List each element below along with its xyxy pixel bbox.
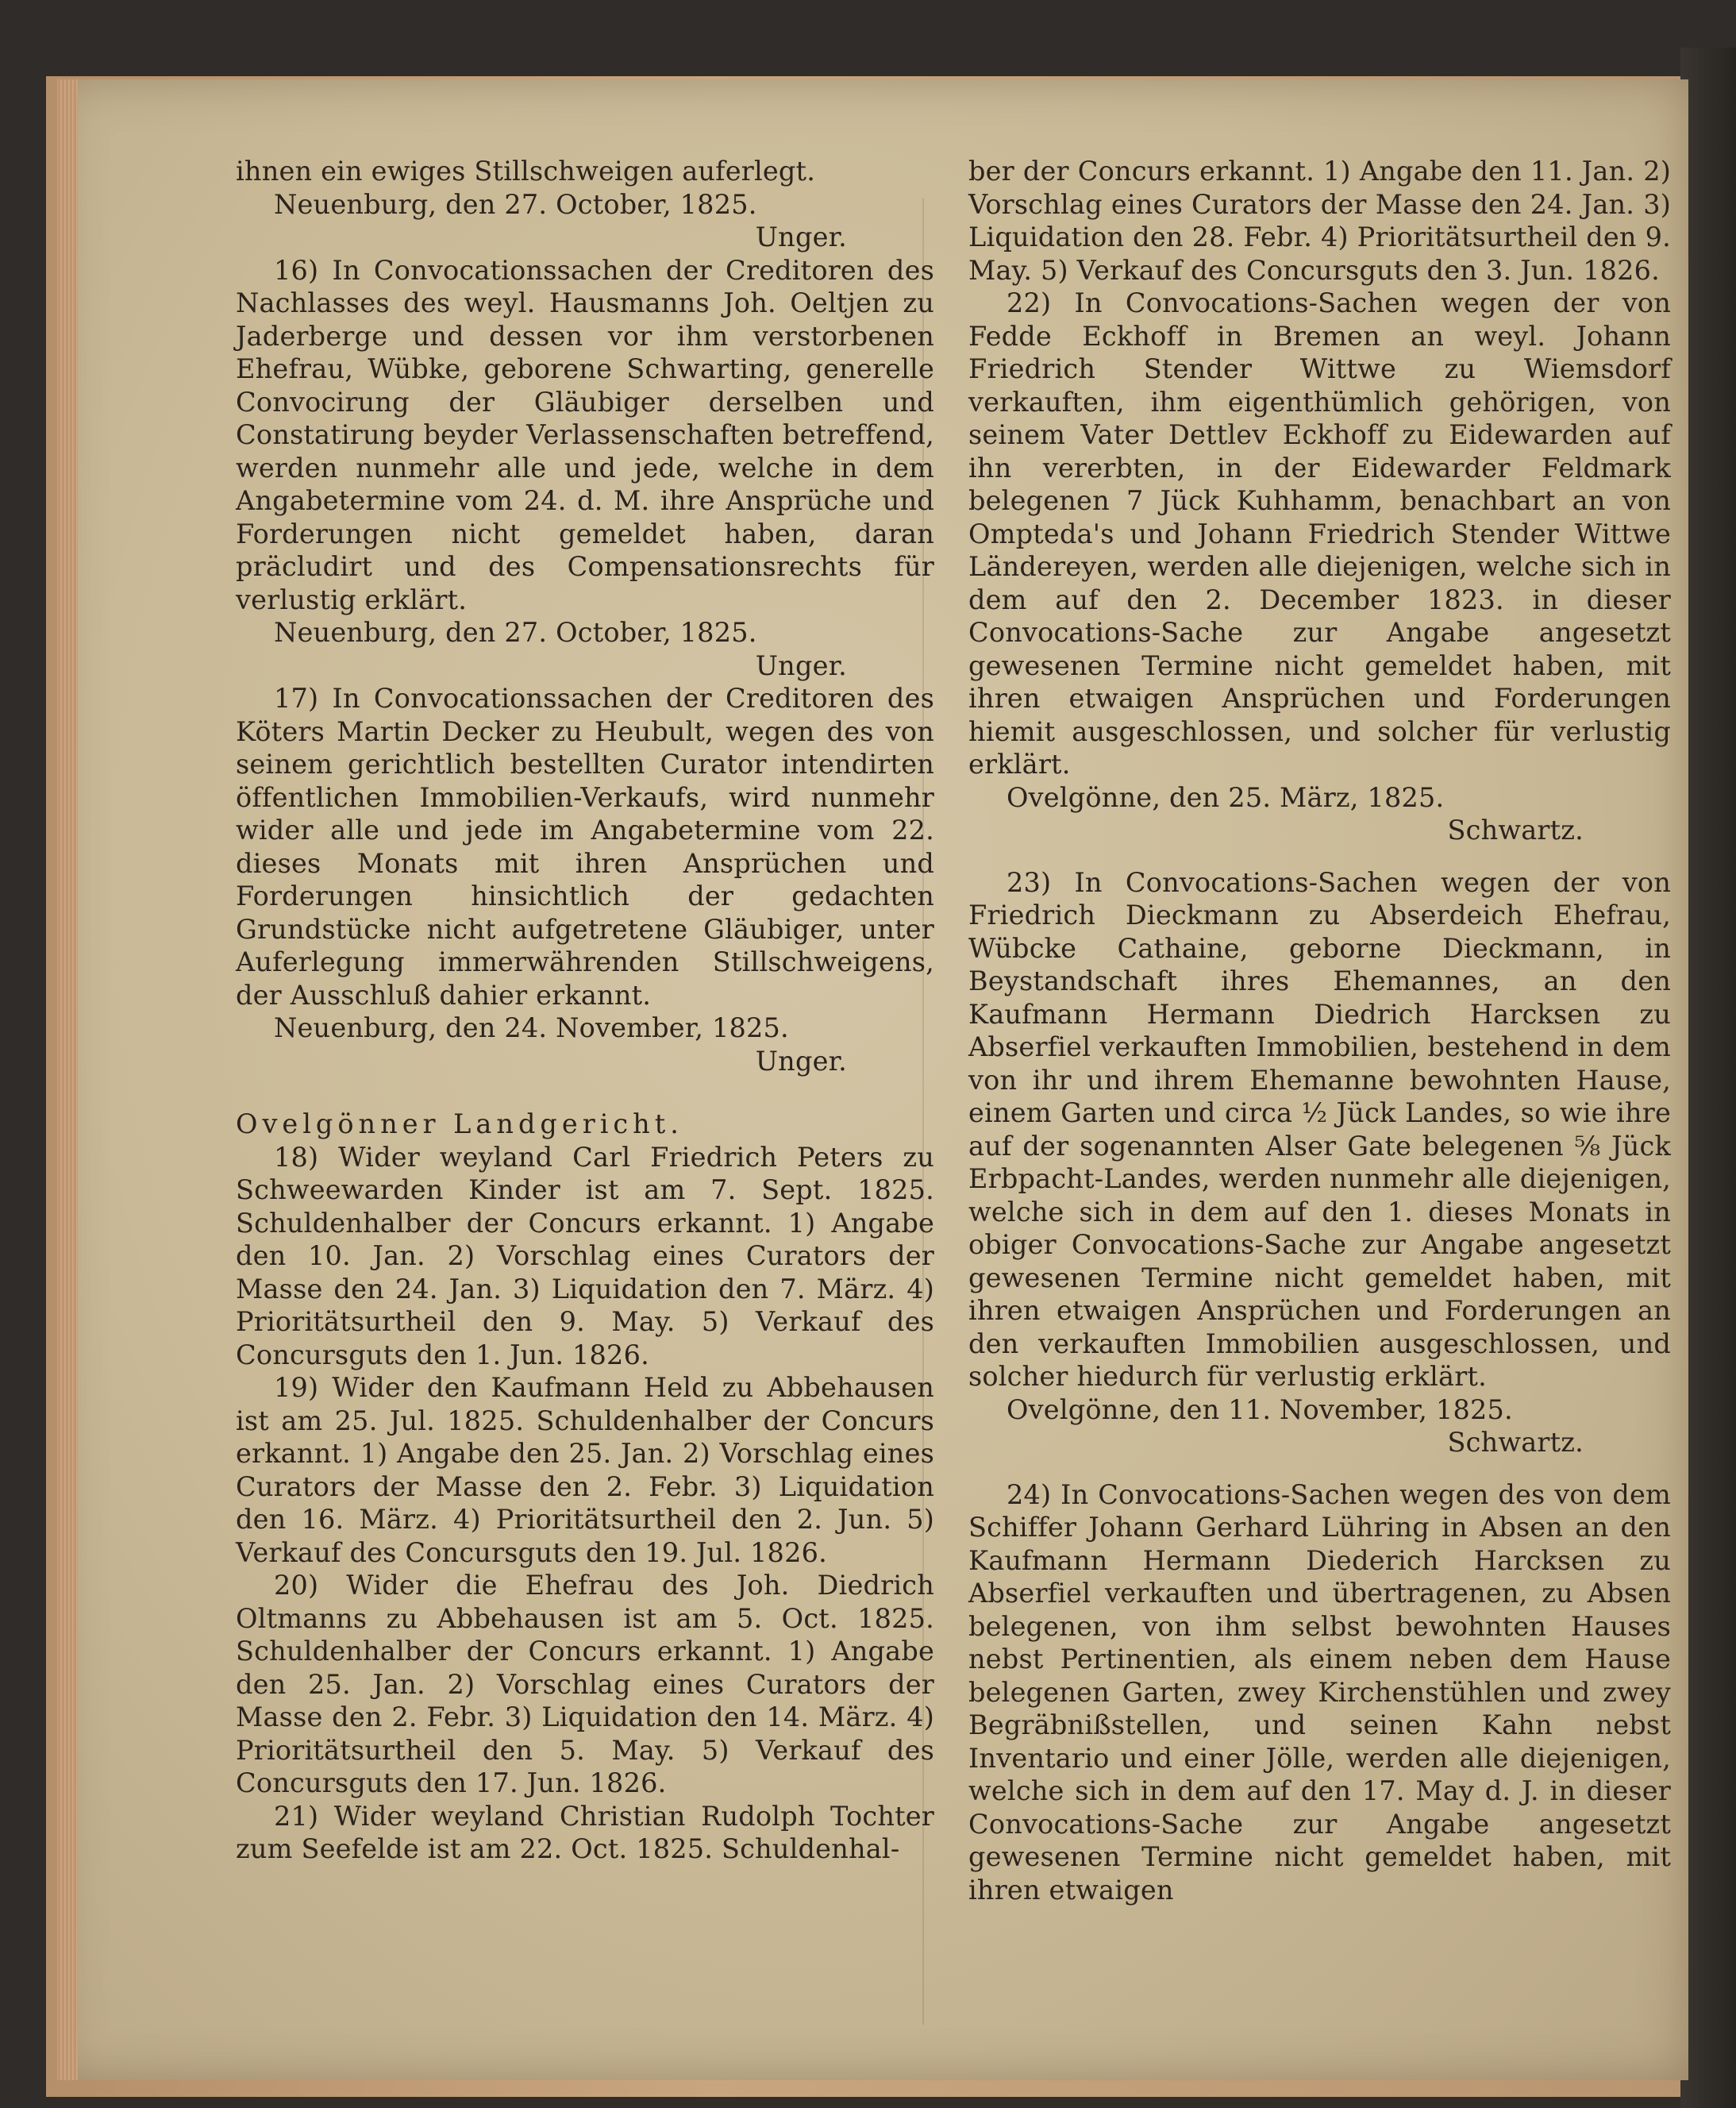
notice-18: 18) Wider weyland Carl Friedrich Peters zu Schweewarden Kinder ist am 7. Sept. 1825. Schuldenhalber der Concurs erkannt. 1) Angabe den 10. Jan. 2) Vorschlag eines Curators der Masse den 24. Jan. 3) Liquidation den 7. März. 4) Prioritätsurtheil den 9. May. 5) Verkauf des Concursguts den 1. Jun. 1826.: [236, 1141, 934, 1370]
section-heading: Ovelgönner Landgericht.: [236, 1108, 683, 1139]
left-column: [236, 155, 934, 1866]
notice-20: 20) Wider die Ehefrau des Joh. Diedrich Oltmanns zu Abbehausen ist am 5. Oct. 1825. Schuldenhalber der Concurs erkannt. 1) Angabe den 25. Jan. 2) Vorschlag eines Curators der Masse den 2. Febr. 3) Liquidation den 14. März. 4) Prioritätsurtheil den 5. May. 5) Verkauf des Concursguts den 17. Jun. 1826.: [236, 1570, 934, 1798]
notice-24: 24) In Convocations-Sachen wegen des von dem Schiffer Johann Gerhard Lühring in Absen an den Kaufmann Hermann Diederich Harcksen zu Abserfiel verkauften und übertragenen, zu Absen belegenen, von ihm selbst bewohnten Hauses nebst Pertinentien, als einem neben dem Hause belegenen Garten, zwey Kirchenstühlen und zwey Begräbnißstellen, und seinen Kahn nebst Inventario und einer Jölle, werden alle diejenigen, welche sich in dem auf den 17. May d. J. in dieser Convocations-Sache zur Angabe angesetzt gewesenen Termine nicht gemeldet haben, mit ihren etwaigen: [968, 1478, 1671, 1906]
dateline: Ovelgönne, den 11. November, 1825.: [1007, 1393, 1513, 1425]
right-column: [968, 155, 1671, 1906]
background-shadow: [1680, 48, 1736, 2108]
book-page: [57, 79, 1688, 2080]
page-fore-edge: [57, 79, 78, 2080]
dateline: Neuenburg, den 24. November, 1825.: [274, 1012, 789, 1043]
signature: Schwartz.: [1447, 815, 1584, 846]
notice-17: 17) In Convocationssachen der Creditoren des Köters Martin Decker zu Heubult, wegen des von seinem gerichtlich bestellten Curator intendirten öffentlichen Immobilien-Verkaufs, wird nunmehr wider alle und jede im Angabetermine vom 22. dieses Monats mit ihren Ansprüchen und Forderungen hinsichtlich der gedachten Grundstücke nicht aufgetretene Gläubiger, unter Auferlegung immerwährenden Stillschweigens, der Ausschluß dahier erkannt.: [236, 683, 934, 1011]
notice-21: 21) Wider weyland Christian Rudolph Tochter zum Seefelde ist am 22. Oct. 1825. Schuldenhal-: [236, 1800, 934, 1864]
notice-16: 16) In Convocationssachen der Creditoren des Nachlasses des weyl. Hausmanns Joh. Oeltjen zu Jaderberge und dessen vor ihm verstorbenen Ehefrau, Wübke, geborene Schwarting, generelle Convocirung der Gläubiger derselben und Constatirung beyder Verlassenschaften betreffend, werden nunmehr alle und jede, welche in dem Angabetermine vom 24. d. M. ihre Ansprüche und Forderungen nicht gemeldet haben, daran präcludirt und des Compensationsrechts für verlustig erklärt.: [236, 254, 934, 615]
signature: Schwartz.: [1447, 1427, 1584, 1458]
paragraph-continuation: ihnen ein ewiges Stillschweigen auferlegt.: [236, 156, 816, 187]
notice-22: 22) In Convocations-Sachen wegen der von Fedde Eckhoff in Bremen an weyl. Johann Friedrich Stender Wittwe zu Wiemsdorf verkauften, ihm eigenthümlich gehörigen, von seinem Vater Dettlev Eckhoff zu Eidewarden auf ihn vererbten, in der Eidewarder Feldmark belegenen 7 Jück Kuhhamm, benachbart an von Ompteda's und Johann Friedrich Stender Wittwe Ländereyen, werden alle diejenigen, welche sich in dem auf den 2. December 1823. in dieser Convocations-Sache zur Angabe angesetzt gewesenen Termine nicht gemeldet haben, mit ihren etwaigen Ansprüchen und Forderungen hiemit ausgeschlossen, und solcher für verlustig erklärt.: [968, 287, 1671, 780]
notice-23: 23) In Convocations-Sachen wegen der von Friedrich Dieckmann zu Abserdeich Ehefrau, Wübcke Cathaine, geborne Dieckmann, in Beystandschaft ihres Ehemannes, an den Kaufmann Hermann Diedrich Harcksen zu Abserfiel verkauften Immobilien, bestehend in dem von ihr und ihrem Ehemanne bewohnten Hause, einem Garten und circa ½ Jück Landes, so wie ihre auf der sogenannten Alser Gate belegenen ⅝ Jück Erbpacht-Landes, werden nunmehr alle diejenigen, welche sich in dem auf den 1. dieses Monats in obiger Convocations-Sache zur Angabe angesetzt gewesenen Termine nicht gemeldet haben, mit ihren etwaigen Ansprüchen und Forderungen an den verkauften Immobilien ausgeschlossen, und solcher hiedurch für verlustig erklärt.: [968, 866, 1671, 1392]
dateline: Neuenburg, den 27. October, 1825.: [274, 188, 757, 220]
signature: Unger.: [755, 1045, 847, 1077]
dateline: Ovelgönne, den 25. März, 1825.: [1007, 781, 1445, 813]
signature: Unger.: [755, 222, 847, 252]
paragraph-continuation: ber der Concurs erkannt. 1) Angabe den 11. Jan. 2) Vorschlag eines Curators der Masse den 24. Jan. 3) Liquidation den 28. Febr. 4) Prioritätsurtheil den 9. May. 5) Verkauf des Concursguts den 3. Jun. 1826.: [968, 156, 1671, 286]
signature: Unger.: [755, 649, 847, 681]
notice-19: 19) Wider den Kaufmann Held zu Abbehausen ist am 25. Jul. 1825. Schuldenhalber der Concurs erkannt. 1) Angabe den 25. Jan. 2) Vorschlag eines Curators der Masse den 2. Febr. 3) Liquidation den 16. März. 4) Prioritätsurtheil den 2. Jun. 5) Verkauf des Concursguts den 19. Jul. 1826.: [236, 1372, 934, 1568]
dateline: Neuenburg, den 27. October, 1825.: [274, 617, 757, 648]
